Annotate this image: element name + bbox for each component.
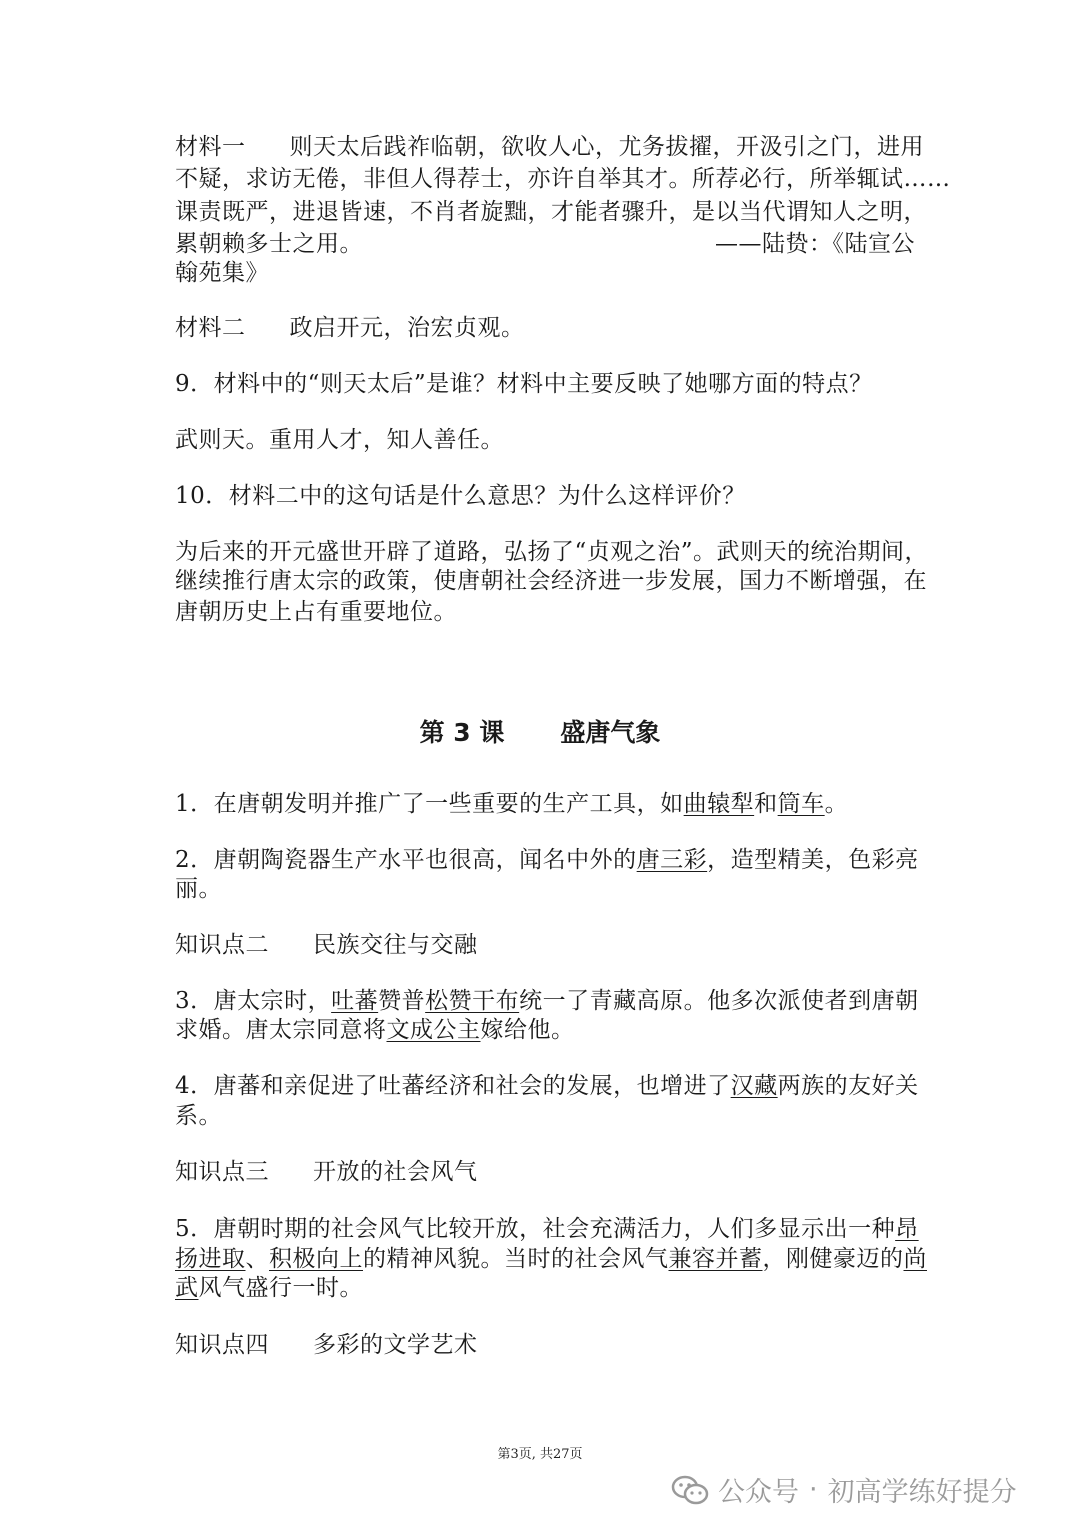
underlined-term: 尚 (903, 1246, 927, 1272)
watermark-dot: · (809, 1474, 818, 1505)
underlined-term: 积极向上 (269, 1246, 363, 1272)
answer-10-line1: 为后来的开元盛世开辟了道路，弘扬了“贞观之治”。武则天的统治期间， (175, 539, 929, 565)
item-5-line1: 5．唐朝时期的社会风气比较开放，社会充满活力，人们多显示出一种昂 (175, 1216, 919, 1242)
underlined-term: 松赞干布 (425, 988, 520, 1014)
lesson-number: 第 3 课 (419, 718, 505, 747)
item-1: 1．在唐朝发明并推广了一些重要的生产工具，如曲辕犁和筒车。 (175, 791, 849, 817)
watermark-account: 初高学练好提分 (827, 1477, 1017, 1508)
item-3-line2: 求婚。唐太宗同意将文成公主嫁给他。 (175, 1017, 575, 1043)
knowledge-point-2 (175, 930, 915, 960)
item-2-line1: 2．唐朝陶瓷器生产水平也很高，闻名中外的唐三彩，造型精美，色彩亮 (175, 847, 919, 873)
underlined-term: 吐蕃 (331, 988, 379, 1014)
kp-title: 多彩的文学艺术 (313, 1332, 478, 1358)
kp-label: 知识点四 (175, 1332, 269, 1358)
kp-label: 知识点三 (175, 1159, 269, 1185)
item-3-line1: 3．唐太宗时，吐蕃赞普松赞干布统一了青藏高原。他多次派使者到唐朝 (175, 988, 919, 1014)
answer-10-line3: 唐朝历史上占有重要地位。 (175, 599, 457, 625)
lesson-title (0, 716, 1080, 750)
item-2-line2: 丽。 (175, 876, 222, 902)
underlined-term: 曲辕犁 (683, 791, 755, 817)
kp-title: 开放的社会风气 (313, 1159, 478, 1185)
material1-label: 材料一 (175, 134, 246, 160)
material1-source: ——陆贽：《陆宣公 (715, 231, 915, 257)
material1-line4: 累朝赖多士之用。 ——陆贽：《陆宣公 (175, 231, 915, 257)
material1-line2: 不疑，求访无倦，非但人得荐士，亦许自举其才。所荐必行，所举辄试…… (175, 166, 951, 192)
wechat-icon (670, 1474, 710, 1506)
underlined-term: 兼容并蓄 (668, 1246, 763, 1272)
material2-label: 材料二 (175, 315, 246, 341)
underlined-term: 昂 (895, 1216, 919, 1242)
wechat-watermark (670, 1470, 1017, 1509)
question-10: 10．材料二中的这句话是什么意思？为什么这样评价？ (175, 483, 746, 509)
item-4-line1: 4．唐蕃和亲促进了吐蕃经济和社会的发展，也增进了汉藏两族的友好关 (175, 1073, 919, 1099)
item-5-line3: 武风气盛行一时。 (175, 1275, 363, 1301)
underlined-term: 唐三彩 (636, 847, 708, 873)
kp-title: 民族交往与交融 (313, 932, 478, 958)
watermark-label: 公众号 (718, 1477, 799, 1508)
lesson-name: 盛唐气象 (560, 718, 661, 747)
knowledge-point-3 (175, 1157, 915, 1187)
underlined-term: 扬进取 (175, 1246, 246, 1272)
question-9: 9．材料中的“则天太后”是谁？材料中主要反映了她哪方面的特点？ (175, 371, 873, 397)
kp-label: 知识点二 (175, 932, 269, 958)
material1-line5: 翰苑集》 (175, 260, 269, 286)
item-4-line2: 系。 (175, 1103, 222, 1129)
answer-9: 武则天。重用人才，知人善任。 (175, 427, 504, 453)
underlined-term: 筒车 (777, 791, 825, 817)
knowledge-point-4 (175, 1330, 915, 1360)
answer-10-line2: 继续推行唐太宗的政策，使唐朝社会经济进一步发展，国力不断增强，在 (175, 568, 927, 594)
item-5-line2: 扬进取、积极向上的精神风貌。当时的社会风气兼容并蓄，刚健豪迈的尚 (175, 1246, 927, 1272)
underlined-term: 武 (175, 1275, 199, 1301)
page-number: 第3页, 共27页 (497, 1447, 583, 1462)
underlined-term: 汉藏 (730, 1073, 778, 1099)
material1-line1: 材料一 则天太后践祚临朝，欲收人心，尤务拔擢，开汲引之门，进用 (175, 134, 924, 160)
material1-line3: 课责既严，进退皆速，不肖者旋黜，才能者骤升，是以当代谓知人之明， (175, 199, 927, 225)
material2-line: 材料二 政启开元，治宏贞观。 (175, 315, 525, 341)
underlined-term: 文成公主 (386, 1017, 481, 1043)
